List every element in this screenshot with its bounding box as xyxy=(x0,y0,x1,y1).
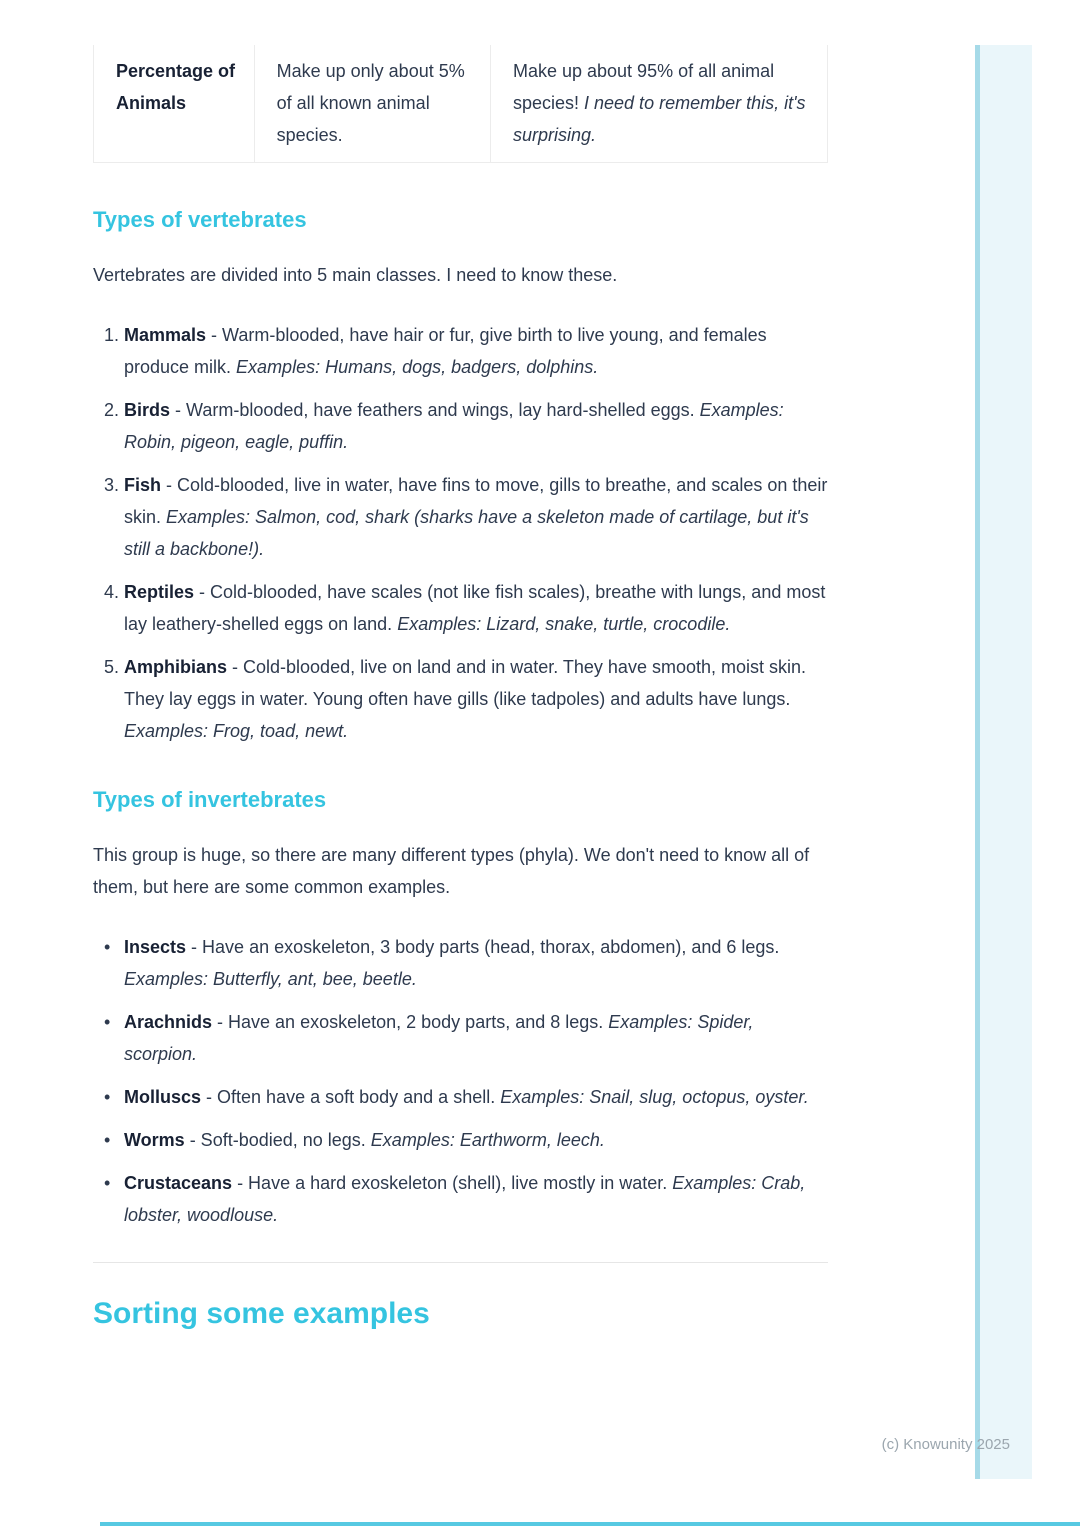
item-desc: - Have a hard exoskeleton (shell), live mostly in water. xyxy=(232,1173,673,1193)
list-item-text xyxy=(124,1006,828,1070)
bullet-marker: • xyxy=(104,1173,111,1193)
bullet-marker: • xyxy=(104,937,111,957)
term-arachnids: Arachnids xyxy=(124,1012,213,1032)
table-header-cell: Percentage of Animals xyxy=(116,61,236,113)
list-number: 2. xyxy=(104,400,120,420)
item-examples: Examples: Robin, pigeon, eagle, puffin. xyxy=(124,400,784,452)
list-item xyxy=(93,1167,828,1231)
copyright-watermark: (c) Knowunity 2025 xyxy=(881,1436,1010,1453)
page-content xyxy=(93,45,828,1331)
heading-sorting-some-examples: Sorting some examples xyxy=(93,1297,430,1330)
item-desc: - Cold-blooded, live on land and in water. They have smooth, moist skin. They lay eggs in water. Young often have gills (like tadpoles) and adults have lungs. xyxy=(124,657,806,709)
item-desc: - Have an exoskeleton, 2 body parts, and 8 legs. xyxy=(212,1012,609,1032)
list-item-text xyxy=(124,1081,828,1113)
list-number: 4. xyxy=(104,582,120,602)
item-desc: - Cold-blooded, have scales (not like fish scales), breathe with lungs, and most lay leathery-shelled eggs on land. xyxy=(124,582,826,634)
item-examples: Examples: Crab, lobster, woodlouse. xyxy=(124,1173,806,1225)
table-cell-invertebrates xyxy=(490,45,827,162)
list-item xyxy=(93,1006,828,1070)
list-item xyxy=(93,651,828,747)
list-number: 5. xyxy=(104,657,120,677)
term-mammals: Mammals xyxy=(124,325,207,345)
term-worms: Worms xyxy=(124,1130,185,1150)
list-item xyxy=(93,319,828,383)
table-cell-text: Make up about 95% of all animal species! xyxy=(512,61,775,113)
right-margin-stripe xyxy=(975,45,1032,1479)
item-examples: Examples: Snail, slug, octopus, oyster. xyxy=(500,1087,809,1107)
list-item-text xyxy=(124,1124,828,1156)
bullet-marker: • xyxy=(104,1012,111,1032)
table-cell-note-italic: I need to remember this, it's surprising. xyxy=(512,93,806,145)
item-desc: - Cold-blooded, live in water, have fins to move, gills to breathe, and scales on their skin. xyxy=(124,475,828,527)
item-examples: Examples: Earthworm, leech. xyxy=(370,1130,605,1150)
item-examples: Examples: Salmon, cod, shark (sharks have a skeleton made of cartilage, but it's still a backbone!). xyxy=(124,507,809,559)
item-desc: - Warm-blooded, have hair or fur, give birth to live young, and females produce milk. xyxy=(124,325,767,377)
item-examples: Examples: Butterfly, ant, bee, beetle. xyxy=(124,969,417,989)
term-fish: Fish xyxy=(124,475,162,495)
list-item xyxy=(93,394,828,458)
heading-types-of-invertebrates: Types of invertebrates xyxy=(93,787,327,812)
term-crustaceans: Crustaceans xyxy=(124,1173,233,1193)
item-desc: - Have an exoskeleton, 3 body parts (head, thorax, abdomen), and 6 legs. xyxy=(186,937,780,957)
table-cell-vertebrates: Make up only about 5% of all known animal species. xyxy=(254,45,490,162)
vertebrates-intro: Vertebrates are divided into 5 main classes. I need to know these. xyxy=(93,265,618,285)
item-examples: Examples: Humans, dogs, badgers, dolphins. xyxy=(236,357,599,377)
list-item xyxy=(93,576,828,640)
list-item-text xyxy=(124,469,828,565)
invertebrates-intro: This group is huge, so there are many different types (phyla). We don't need to know all of them, but here are some common examples. xyxy=(93,845,810,897)
term-birds: Birds xyxy=(124,400,171,420)
item-examples: Examples: Spider, scorpion. xyxy=(124,1012,754,1064)
list-item xyxy=(93,1124,828,1156)
comparison-table-row xyxy=(93,45,828,163)
item-desc: - Warm-blooded, have feathers and wings, lay hard-shelled eggs. xyxy=(170,400,700,420)
term-molluscs: Molluscs xyxy=(124,1087,202,1107)
heading-types-of-vertebrates: Types of vertebrates xyxy=(93,207,307,232)
vertebrates-list xyxy=(93,319,828,747)
bullet-marker: • xyxy=(104,1087,111,1107)
list-item-text xyxy=(124,319,828,383)
list-item-text xyxy=(124,651,828,747)
bullet-marker: • xyxy=(104,1130,111,1150)
list-item-text xyxy=(124,576,828,640)
bottom-page-edge-line xyxy=(100,1522,1080,1526)
list-item xyxy=(93,931,828,995)
item-desc: - Often have a soft body and a shell. xyxy=(201,1087,501,1107)
list-item-text xyxy=(124,1167,828,1231)
section-divider xyxy=(93,1262,828,1263)
list-number: 1. xyxy=(104,325,120,345)
term-amphibians: Amphibians xyxy=(124,657,228,677)
term-reptiles: Reptiles xyxy=(124,582,195,602)
list-number: 3. xyxy=(104,475,120,495)
list-item-text xyxy=(124,394,828,458)
list-item xyxy=(93,469,828,565)
item-desc: - Soft-bodied, no legs. xyxy=(184,1130,371,1150)
list-item xyxy=(93,1081,828,1113)
term-insects: Insects xyxy=(124,937,187,957)
item-examples: Examples: Frog, toad, newt. xyxy=(124,721,349,741)
list-item-text xyxy=(124,931,828,995)
invertebrates-list xyxy=(93,931,828,1231)
item-examples: Examples: Lizard, snake, turtle, crocodile. xyxy=(397,614,731,634)
